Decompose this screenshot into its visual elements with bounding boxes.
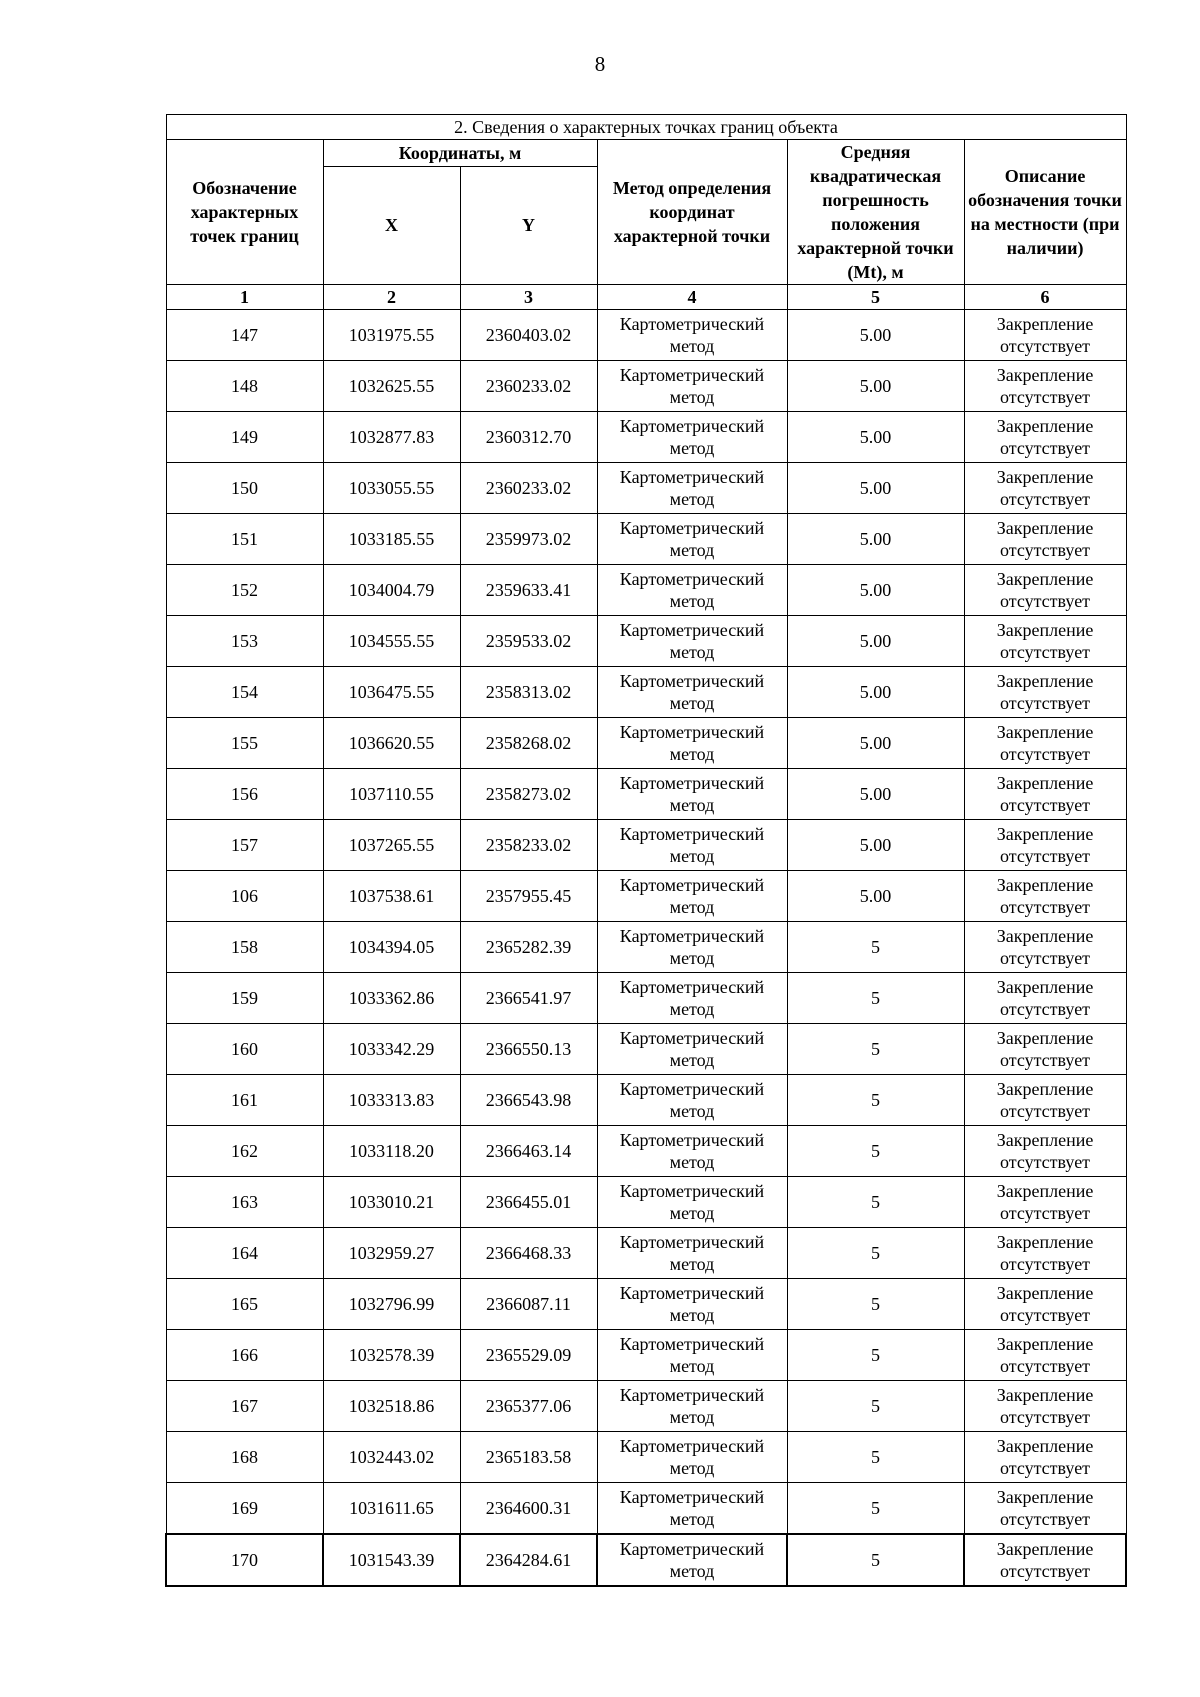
table-row <box>166 514 1126 565</box>
point-cell: 168 <box>166 1432 323 1483</box>
description-cell <box>964 1534 1126 1586</box>
description-line-1: Закрепление <box>996 1436 1094 1456</box>
table-row <box>166 1483 1126 1535</box>
table-row <box>166 718 1126 769</box>
method-cell <box>597 616 787 667</box>
method-line-1: Картометрический <box>619 518 765 538</box>
method-cell <box>597 310 787 361</box>
table-row <box>166 412 1126 463</box>
description-line-2: отсутствует <box>1000 438 1091 458</box>
table-row <box>166 1381 1126 1432</box>
method-cell <box>597 871 787 922</box>
x-cell: 1036620.55 <box>323 718 460 769</box>
method-line-2: метод <box>669 642 715 662</box>
description-line-2: отсутствует <box>1000 1561 1091 1581</box>
description-cell <box>964 1177 1126 1228</box>
error-cell: 5 <box>787 1279 964 1330</box>
description-line-2: отсутствует <box>1000 387 1091 407</box>
method-line-1: Картометрический <box>619 875 765 895</box>
description-line-1: Закрепление <box>996 773 1094 793</box>
point-cell: 166 <box>166 1330 323 1381</box>
method-cell <box>597 1228 787 1279</box>
x-cell: 1031611.65 <box>323 1483 460 1535</box>
x-cell: 1032625.55 <box>323 361 460 412</box>
method-line-1: Картометрический <box>619 1130 765 1150</box>
method-cell <box>597 1177 787 1228</box>
method-line-1: Картометрический <box>619 1283 765 1303</box>
description-line-2: отсутствует <box>1000 948 1091 968</box>
description-cell <box>964 667 1126 718</box>
table-row <box>166 1279 1126 1330</box>
method-line-2: метод <box>669 591 715 611</box>
method-line-2: метод <box>669 795 715 815</box>
method-line-2: метод <box>669 693 715 713</box>
description-line-2: отсутствует <box>1000 693 1091 713</box>
error-cell: 5 <box>787 1024 964 1075</box>
method-line-2: метод <box>669 1203 715 1223</box>
description-line-1: Закрепление <box>996 365 1094 385</box>
method-cell <box>597 1075 787 1126</box>
point-cell: 159 <box>166 973 323 1024</box>
error-cell: 5.00 <box>787 463 964 514</box>
description-cell <box>964 361 1126 412</box>
y-cell: 2360233.02 <box>460 463 597 514</box>
page-number: 8 <box>594 52 606 76</box>
point-cell: 169 <box>166 1483 323 1535</box>
table-row <box>166 1534 1126 1586</box>
table-row <box>166 463 1126 514</box>
error-cell: 5 <box>787 1126 964 1177</box>
table-row <box>166 616 1126 667</box>
method-cell <box>597 922 787 973</box>
y-cell: 2365377.06 <box>460 1381 597 1432</box>
y-cell: 2357955.45 <box>460 871 597 922</box>
error-cell: 5 <box>787 1483 964 1535</box>
method-line-2: метод <box>669 1152 715 1172</box>
method-line-1: Картометрический <box>619 824 765 844</box>
method-line-2: метод <box>669 897 715 917</box>
error-cell: 5.00 <box>787 871 964 922</box>
method-line-1: Картометрический <box>619 467 765 487</box>
table-row <box>166 769 1126 820</box>
header-method: Метод определения координат характерной точки <box>597 140 787 285</box>
x-cell: 1031975.55 <box>323 310 460 361</box>
description-cell <box>964 514 1126 565</box>
x-cell: 1032578.39 <box>323 1330 460 1381</box>
y-cell: 2364284.61 <box>460 1534 597 1586</box>
description-line-2: отсутствует <box>1000 1458 1091 1478</box>
error-cell: 5.00 <box>787 565 964 616</box>
error-cell: 5.00 <box>787 412 964 463</box>
header-y: Y <box>460 166 597 284</box>
description-line-2: отсутствует <box>1000 846 1091 866</box>
description-cell <box>964 718 1126 769</box>
description-line-1: Закрепление <box>996 671 1094 691</box>
description-line-1: Закрепление <box>996 1232 1094 1252</box>
description-line-1: Закрепление <box>996 1539 1094 1559</box>
error-cell: 5.00 <box>787 667 964 718</box>
method-line-2: метод <box>669 1509 715 1529</box>
error-cell: 5.00 <box>787 769 964 820</box>
header-error: Средняя квадратическая погрешность положения характерной точки (Mt), м <box>787 140 964 285</box>
method-line-2: метод <box>669 336 715 356</box>
x-cell: 1037538.61 <box>323 871 460 922</box>
table-row <box>166 1330 1126 1381</box>
error-cell: 5 <box>787 1534 964 1586</box>
point-cell: 149 <box>166 412 323 463</box>
column-number: 2 <box>323 285 460 310</box>
method-line-2: метод <box>669 1050 715 1070</box>
table-row <box>166 871 1126 922</box>
description-line-2: отсутствует <box>1000 1101 1091 1121</box>
description-line-1: Закрепление <box>996 824 1094 844</box>
description-cell <box>964 616 1126 667</box>
method-cell <box>597 718 787 769</box>
description-line-1: Закрепление <box>996 416 1094 436</box>
x-cell: 1032959.27 <box>323 1228 460 1279</box>
point-cell: 147 <box>166 310 323 361</box>
y-cell: 2359633.41 <box>460 565 597 616</box>
description-line-2: отсутствует <box>1000 1305 1091 1325</box>
y-cell: 2366468.33 <box>460 1228 597 1279</box>
error-cell: 5.00 <box>787 361 964 412</box>
description-cell <box>964 820 1126 871</box>
description-cell <box>964 1279 1126 1330</box>
description-line-1: Закрепление <box>996 620 1094 640</box>
y-cell: 2360403.02 <box>460 310 597 361</box>
x-cell: 1033055.55 <box>323 463 460 514</box>
description-line-2: отсутствует <box>1000 897 1091 917</box>
method-line-2: метод <box>669 1101 715 1121</box>
y-cell: 2366543.98 <box>460 1075 597 1126</box>
x-cell: 1037265.55 <box>323 820 460 871</box>
method-line-1: Картометрический <box>619 671 765 691</box>
method-line-2: метод <box>669 1305 715 1325</box>
y-cell: 2366550.13 <box>460 1024 597 1075</box>
description-line-1: Закрепление <box>996 1181 1094 1201</box>
description-line-1: Закрепление <box>996 926 1094 946</box>
method-line-1: Картометрический <box>619 977 765 997</box>
description-line-1: Закрепление <box>996 467 1094 487</box>
method-line-1: Картометрический <box>619 926 765 946</box>
description-line-1: Закрепление <box>996 569 1094 589</box>
error-cell: 5.00 <box>787 616 964 667</box>
method-line-1: Картометрический <box>619 569 765 589</box>
description-line-2: отсутствует <box>1000 999 1091 1019</box>
point-cell: 163 <box>166 1177 323 1228</box>
y-cell: 2358313.02 <box>460 667 597 718</box>
method-cell <box>597 412 787 463</box>
column-number: 3 <box>460 285 597 310</box>
method-cell <box>597 769 787 820</box>
error-cell: 5.00 <box>787 820 964 871</box>
description-line-2: отсутствует <box>1000 1050 1091 1070</box>
y-cell: 2364600.31 <box>460 1483 597 1535</box>
header-point-designation: Обозначение характерных точек границ <box>166 140 323 285</box>
x-cell: 1032877.83 <box>323 412 460 463</box>
method-line-1: Картометрический <box>619 620 765 640</box>
y-cell: 2359973.02 <box>460 514 597 565</box>
description-line-2: отсутствует <box>1000 1356 1091 1376</box>
table-row <box>166 1075 1126 1126</box>
point-cell: 167 <box>166 1381 323 1432</box>
point-cell: 164 <box>166 1228 323 1279</box>
method-cell <box>597 1483 787 1535</box>
error-cell: 5 <box>787 1177 964 1228</box>
description-cell <box>964 973 1126 1024</box>
description-line-2: отсутствует <box>1000 642 1091 662</box>
boundary-points-table <box>165 114 1127 1587</box>
x-cell: 1033010.21 <box>323 1177 460 1228</box>
x-cell: 1032796.99 <box>323 1279 460 1330</box>
description-line-1: Закрепление <box>996 722 1094 742</box>
description-line-2: отсутствует <box>1000 591 1091 611</box>
column-number: 4 <box>597 285 787 310</box>
error-cell: 5 <box>787 1228 964 1279</box>
table-row <box>166 1432 1126 1483</box>
header-coordinates: Координаты, м <box>323 140 597 167</box>
table-row <box>166 565 1126 616</box>
method-line-1: Картометрический <box>619 314 765 334</box>
description-cell <box>964 769 1126 820</box>
method-line-1: Картометрический <box>619 1539 765 1559</box>
y-cell: 2358273.02 <box>460 769 597 820</box>
section-title-row <box>166 115 1126 140</box>
x-cell: 1033362.86 <box>323 973 460 1024</box>
error-cell: 5 <box>787 1432 964 1483</box>
description-cell <box>964 310 1126 361</box>
point-cell: 154 <box>166 667 323 718</box>
y-cell: 2366541.97 <box>460 973 597 1024</box>
method-cell <box>597 1330 787 1381</box>
description-line-1: Закрепление <box>996 1079 1094 1099</box>
error-cell: 5.00 <box>787 514 964 565</box>
y-cell: 2360312.70 <box>460 412 597 463</box>
method-line-2: метод <box>669 489 715 509</box>
y-cell: 2366087.11 <box>460 1279 597 1330</box>
y-cell: 2365282.39 <box>460 922 597 973</box>
point-cell: 106 <box>166 871 323 922</box>
y-cell: 2366455.01 <box>460 1177 597 1228</box>
point-cell: 150 <box>166 463 323 514</box>
description-line-2: отсутствует <box>1000 1203 1091 1223</box>
method-line-1: Картометрический <box>619 1028 765 1048</box>
description-cell <box>964 1228 1126 1279</box>
point-cell: 152 <box>166 565 323 616</box>
description-line-1: Закрепление <box>996 1487 1094 1507</box>
x-cell: 1032443.02 <box>323 1432 460 1483</box>
point-cell: 148 <box>166 361 323 412</box>
point-cell: 161 <box>166 1075 323 1126</box>
description-line-2: отсутствует <box>1000 1407 1091 1427</box>
x-cell: 1033342.29 <box>323 1024 460 1075</box>
method-line-1: Картометрический <box>619 1436 765 1456</box>
table-row <box>166 310 1126 361</box>
method-line-1: Картометрический <box>619 365 765 385</box>
description-line-1: Закрепление <box>996 1334 1094 1354</box>
y-cell: 2360233.02 <box>460 361 597 412</box>
column-number: 1 <box>166 285 323 310</box>
method-line-1: Картометрический <box>619 416 765 436</box>
method-line-2: метод <box>669 744 715 764</box>
description-line-1: Закрепление <box>996 1385 1094 1405</box>
point-cell: 153 <box>166 616 323 667</box>
description-cell <box>964 1381 1126 1432</box>
description-cell <box>964 1024 1126 1075</box>
point-cell: 165 <box>166 1279 323 1330</box>
x-cell: 1034394.05 <box>323 922 460 973</box>
method-line-2: метод <box>669 1561 715 1581</box>
point-cell: 160 <box>166 1024 323 1075</box>
table-row <box>166 973 1126 1024</box>
method-line-2: метод <box>669 1458 715 1478</box>
description-line-2: отсутствует <box>1000 540 1091 560</box>
description-line-2: отсутствует <box>1000 489 1091 509</box>
description-line-1: Закрепление <box>996 518 1094 538</box>
error-cell: 5 <box>787 1330 964 1381</box>
point-cell: 162 <box>166 1126 323 1177</box>
description-cell <box>964 565 1126 616</box>
method-cell <box>597 361 787 412</box>
method-cell <box>597 1024 787 1075</box>
description-line-1: Закрепление <box>996 977 1094 997</box>
table-body <box>166 310 1126 1587</box>
method-cell <box>597 1534 787 1586</box>
description-line-2: отсутствует <box>1000 1509 1091 1529</box>
method-cell <box>597 463 787 514</box>
error-cell: 5 <box>787 973 964 1024</box>
method-cell <box>597 1432 787 1483</box>
table-row <box>166 922 1126 973</box>
method-line-1: Картометрический <box>619 1334 765 1354</box>
description-cell <box>964 1483 1126 1535</box>
error-cell: 5 <box>787 1075 964 1126</box>
x-cell: 1031543.39 <box>323 1534 460 1586</box>
description-line-2: отсутствует <box>1000 1152 1091 1172</box>
description-line-1: Закрепление <box>996 314 1094 334</box>
point-cell: 158 <box>166 922 323 973</box>
x-cell: 1036475.55 <box>323 667 460 718</box>
table-row <box>166 1024 1126 1075</box>
y-cell: 2366463.14 <box>460 1126 597 1177</box>
method-cell <box>597 820 787 871</box>
description-cell <box>964 871 1126 922</box>
method-line-1: Картометрический <box>619 1385 765 1405</box>
column-number: 5 <box>787 285 964 310</box>
x-cell: 1034004.79 <box>323 565 460 616</box>
description-cell <box>964 463 1126 514</box>
table-row <box>166 820 1126 871</box>
y-cell: 2359533.02 <box>460 616 597 667</box>
section-title: 2. Сведения о характерных точках границ объекта <box>166 115 1126 140</box>
column-numbers-row <box>166 285 1126 310</box>
method-line-1: Картометрический <box>619 1079 765 1099</box>
description-cell <box>964 1330 1126 1381</box>
description-line-2: отсутствует <box>1000 1254 1091 1274</box>
method-line-2: метод <box>669 1254 715 1274</box>
method-cell <box>597 1279 787 1330</box>
method-cell <box>597 565 787 616</box>
point-cell: 157 <box>166 820 323 871</box>
x-cell: 1034555.55 <box>323 616 460 667</box>
point-cell: 156 <box>166 769 323 820</box>
method-cell <box>597 973 787 1024</box>
x-cell: 1037110.55 <box>323 769 460 820</box>
column-number: 6 <box>964 285 1126 310</box>
method-line-2: метод <box>669 1356 715 1376</box>
method-line-1: Картометрический <box>619 773 765 793</box>
point-cell: 151 <box>166 514 323 565</box>
point-cell: 155 <box>166 718 323 769</box>
y-cell: 2358233.02 <box>460 820 597 871</box>
error-cell: 5.00 <box>787 718 964 769</box>
y-cell: 2358268.02 <box>460 718 597 769</box>
description-line-1: Закрепление <box>996 1028 1094 1048</box>
method-cell <box>597 1381 787 1432</box>
header-x: X <box>323 166 460 284</box>
error-cell: 5 <box>787 1381 964 1432</box>
method-line-2: метод <box>669 387 715 407</box>
method-line-2: метод <box>669 999 715 1019</box>
method-line-1: Картометрический <box>619 1232 765 1252</box>
header-row-1 <box>166 140 1126 167</box>
x-cell: 1033185.55 <box>323 514 460 565</box>
method-line-1: Картометрический <box>619 1181 765 1201</box>
method-line-1: Картометрический <box>619 722 765 742</box>
description-line-2: отсутствует <box>1000 795 1091 815</box>
method-line-2: метод <box>669 438 715 458</box>
description-cell <box>964 412 1126 463</box>
x-cell: 1033313.83 <box>323 1075 460 1126</box>
description-cell <box>964 922 1126 973</box>
method-cell <box>597 1126 787 1177</box>
description-cell <box>964 1075 1126 1126</box>
error-cell: 5.00 <box>787 310 964 361</box>
table-row <box>166 1177 1126 1228</box>
table-row <box>166 667 1126 718</box>
description-cell <box>964 1432 1126 1483</box>
method-cell <box>597 667 787 718</box>
method-line-2: метод <box>669 846 715 866</box>
method-cell <box>597 514 787 565</box>
table-row <box>166 1126 1126 1177</box>
table-row <box>166 1228 1126 1279</box>
description-line-1: Закрепление <box>996 1130 1094 1150</box>
description-line-1: Закрепление <box>996 875 1094 895</box>
method-line-2: метод <box>669 540 715 560</box>
description-line-2: отсутствует <box>1000 744 1091 764</box>
error-cell: 5 <box>787 922 964 973</box>
header-description: Описание обозначения точки на местности (при наличии) <box>964 140 1126 285</box>
x-cell: 1032518.86 <box>323 1381 460 1432</box>
method-line-2: метод <box>669 948 715 968</box>
description-cell <box>964 1126 1126 1177</box>
point-cell: 170 <box>166 1534 323 1586</box>
x-cell: 1033118.20 <box>323 1126 460 1177</box>
method-line-1: Картометрический <box>619 1487 765 1507</box>
description-line-1: Закрепление <box>996 1283 1094 1303</box>
method-line-2: метод <box>669 1407 715 1427</box>
table-row <box>166 361 1126 412</box>
y-cell: 2365529.09 <box>460 1330 597 1381</box>
description-line-2: отсутствует <box>1000 336 1091 356</box>
y-cell: 2365183.58 <box>460 1432 597 1483</box>
